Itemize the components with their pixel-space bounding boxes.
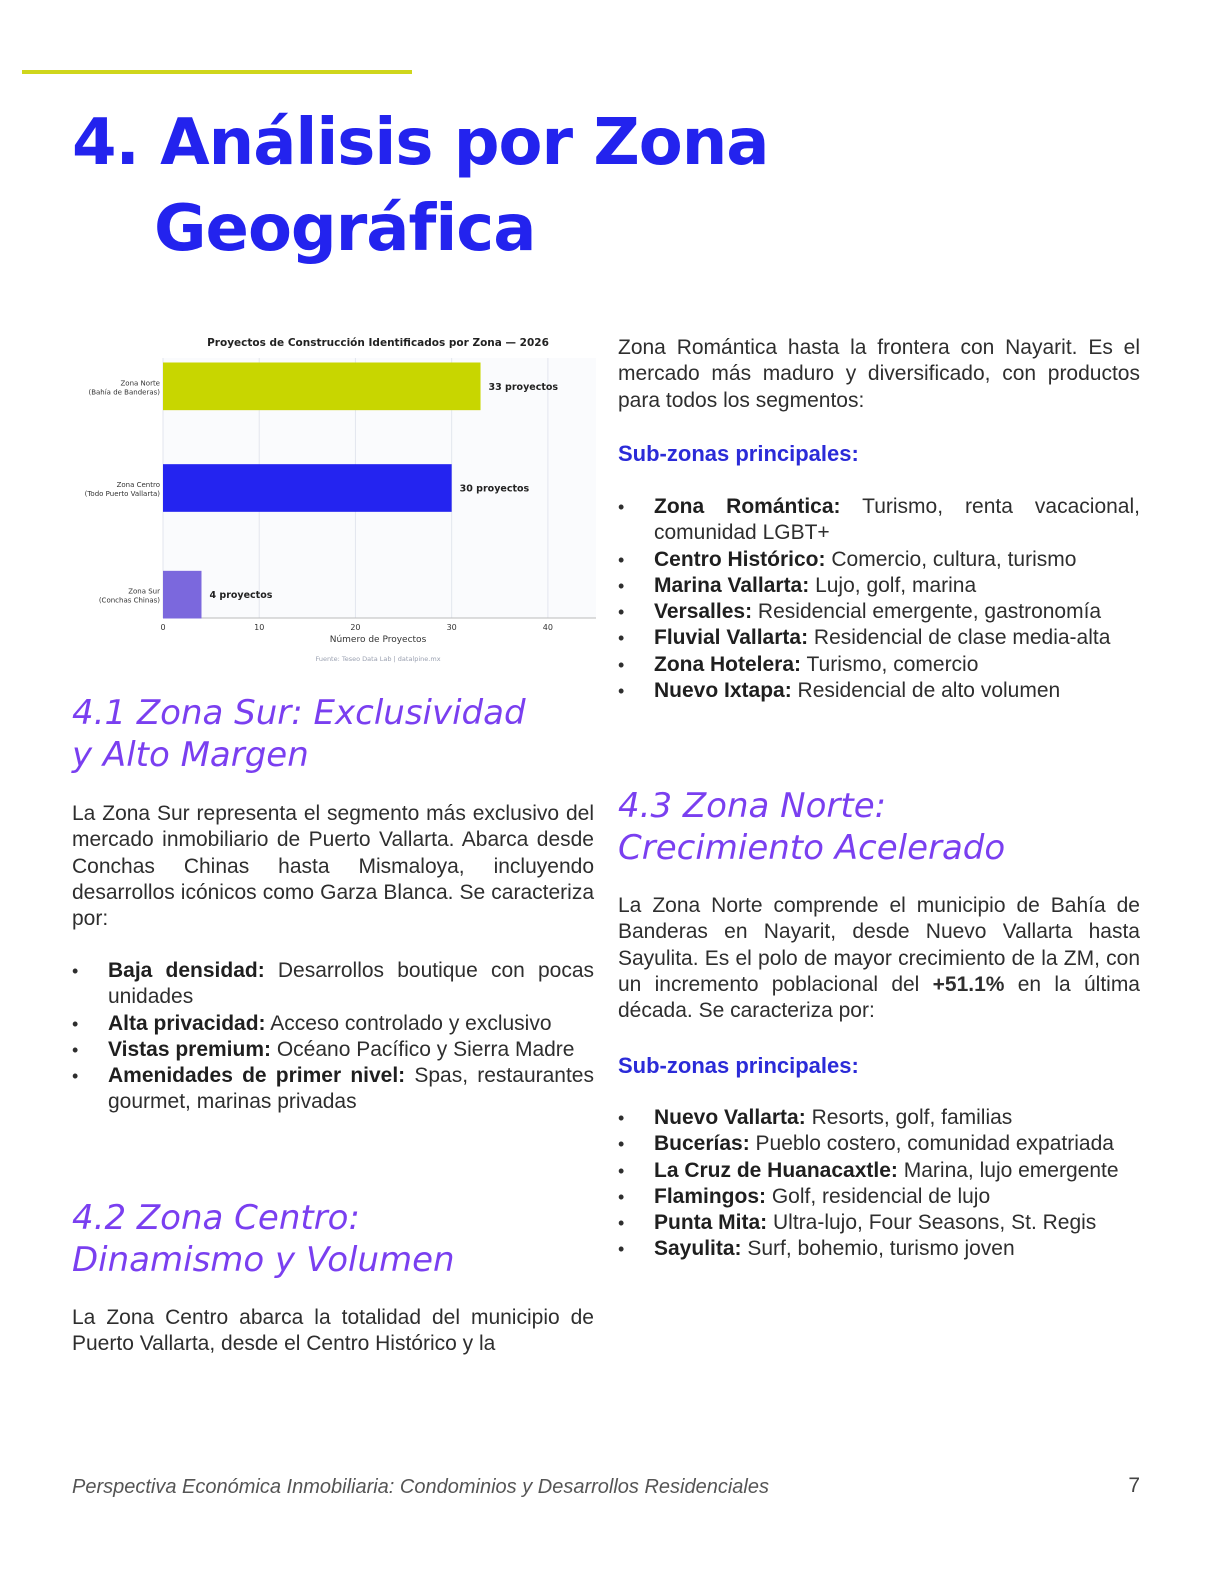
bullet-item <box>618 678 1140 704</box>
bullet-dot: • <box>618 654 625 675</box>
bullet-item <box>618 1131 1140 1157</box>
bullet-text: Surf, bohemio, turismo joven <box>741 1237 1015 1261</box>
bullet-term: La Cruz de Huanacaxtle: <box>654 1158 898 1182</box>
bullet-term: Versalles: <box>654 600 753 624</box>
bullet-text: Resorts, golf, familias <box>805 1106 1013 1129</box>
bullet-item <box>72 1037 594 1063</box>
bullet-term: Nuevo Vallarta: <box>654 1106 806 1129</box>
chart-category-sublabel: (Todo Puerto Vallarta) <box>84 490 160 498</box>
section-4-3-heading-line2: Crecimiento Acelerado <box>618 828 1006 868</box>
bullet-item <box>618 1184 1140 1210</box>
chart-x-tick-label: 20 <box>350 623 361 632</box>
bullet-item <box>618 494 1140 547</box>
bullet-item <box>618 625 1140 651</box>
chart-bar <box>163 464 452 512</box>
bullet-text: Ultra-lujo, Four Seasons, St. Regis <box>767 1211 1097 1235</box>
bullet-text: Comercio, cultura, turismo <box>825 547 1077 571</box>
section-4-3-intro-b: en la última década. Se caracteriza por: <box>618 972 1140 1023</box>
section-4-3-intro-a: La Zona Norte comprende el municipio de Bahía de Banderas en Nayarit, desde Nuevo Vallarta hasta Sayulita. Es el polo de mayor crecimiento de la ZM, con un incremento poblacional del <box>618 894 1140 996</box>
chart-category-sublabel: (Bahía de Banderas) <box>88 388 160 397</box>
chart-x-tick-label: 40 <box>542 623 553 632</box>
bullet-item <box>618 547 1140 573</box>
page-title-line2: Geográfica <box>154 192 536 266</box>
chart-bar-value-label: 4 proyectos <box>209 590 273 602</box>
bullet-item <box>618 1158 1140 1184</box>
section-4-2-heading <box>72 1197 594 1281</box>
section-4-1-intro: La Zona Sur representa el segmento más exclusivo del mercado inmobiliario de Puerto Vallarta. Abarca desde Conchas Chinas hasta Mismaloya, incluyendo desarrollos icónicos como Garza Blanca. Se caracteriza por: <box>72 802 594 931</box>
section-4-3-intro <box>618 893 1140 1024</box>
bullet-dot: • <box>72 1039 79 1060</box>
bullet-text: Turismo, renta vacacional, comunidad LGBT+ <box>654 495 1140 545</box>
bullet-item <box>618 652 1140 678</box>
section-4-2-bullets <box>618 494 1140 704</box>
chart-category-sublabel: (Conchas Chinas) <box>98 596 160 605</box>
bullet-item <box>618 1236 1140 1262</box>
population-growth-value: +51.1% <box>932 972 1005 996</box>
section-4-2-intro-start: La Zona Centro abarca la totalidad del municipio de Puerto Vallarta, desde el Centro Histórico y la <box>72 1306 594 1356</box>
bullet-dot: • <box>618 681 625 702</box>
bullet-text: Desarrollos boutique con pocas unidades <box>108 959 594 1009</box>
bullet-text: Residencial emergente, gastronomía <box>752 600 1102 624</box>
bullet-term: Flamingos: <box>654 1184 767 1208</box>
section-4-2-intro-continued: Zona Romántica hasta la frontera con Nayarit. Es el mercado más maduro y diversificado, con productos para todos los segmentos: <box>618 336 1140 412</box>
bullet-term: Baja densidad: <box>108 959 265 982</box>
bullet-text: Residencial de alto volumen <box>791 679 1061 703</box>
chart-x-tick-label: 0 <box>160 623 166 632</box>
bullet-dot: • <box>618 497 625 517</box>
page-title-line1: 4. Análisis por Zona <box>72 106 769 180</box>
accent-rule <box>22 70 412 74</box>
chart-svg <box>72 330 600 670</box>
chart-x-axis-label: Número de Proyectos <box>329 635 427 645</box>
page-number: 7 <box>1128 1474 1140 1497</box>
bullet-text: Acceso controlado y exclusivo <box>265 1011 552 1035</box>
bullet-text: Pueblo costero, comunidad expatriada <box>749 1132 1114 1156</box>
chart-category-label: Zona Centro <box>116 481 160 489</box>
section-4-1-bullets <box>72 958 594 1116</box>
bullet-dot: • <box>72 1013 79 1034</box>
chart-category-label: Zona Norte <box>120 379 160 388</box>
bullet-item <box>618 1210 1140 1236</box>
bullet-dot: • <box>618 1160 625 1181</box>
bullet-text: Residencial de clase media-alta <box>808 626 1111 650</box>
bullet-term: Vistas premium: <box>108 1037 272 1061</box>
section-4-2-heading-line2: Dinamismo y Volumen <box>72 1240 455 1280</box>
chart-bar <box>163 363 481 411</box>
bullet-item <box>72 1011 594 1037</box>
bullet-dot: • <box>618 1186 625 1207</box>
bullet-dot: • <box>618 628 625 649</box>
bullet-text: Lujo, golf, marina <box>809 573 977 597</box>
bullet-item <box>72 1063 594 1116</box>
section-4-2-subzones-heading: Sub-zonas principales: <box>618 441 859 466</box>
chart-bar <box>163 571 201 619</box>
bullet-dot: • <box>618 549 625 570</box>
chart-category-label: Zona Sur <box>128 587 160 596</box>
chart-bar-value-label: 33 proyectos <box>488 381 559 393</box>
section-4-3-heading-line1: 4.3 Zona Norte: <box>618 786 887 826</box>
bullet-dot: • <box>618 602 625 623</box>
section-4-2-heading-line1: 4.2 Zona Centro: <box>72 1198 360 1238</box>
bullet-item <box>618 573 1140 599</box>
bullet-term: Amenidades de primer nivel: <box>108 1064 406 1088</box>
bullet-term: Marina Vallarta: <box>654 573 810 597</box>
section-4-1-heading-line1: 4.1 Zona Sur: Exclusividad <box>72 693 526 733</box>
bullet-term: Nuevo Ixtapa: <box>654 679 792 703</box>
bullet-item <box>72 958 594 1011</box>
bullet-text: Turismo, comercio <box>801 652 979 676</box>
section-4-3-subzones-heading: Sub-zonas principales: <box>618 1053 859 1078</box>
chart-x-tick-label: 30 <box>446 623 457 632</box>
page-title <box>72 100 972 272</box>
section-4-1-heading <box>72 692 594 776</box>
bullet-text: Marina, lujo emergente <box>897 1158 1119 1182</box>
bullet-dot: • <box>618 1239 625 1260</box>
chart-title: Proyectos de Construcción Identificados por Zona — 2026 <box>207 337 549 349</box>
chart-source: Fuente: Teseo Data Lab | datalpine.mx <box>315 655 441 663</box>
bullet-dot: • <box>72 961 79 981</box>
bullet-term: Punta Mita: <box>654 1211 768 1235</box>
chart-bar-value-label: 30 proyectos <box>459 483 530 495</box>
bullet-item <box>618 1105 1140 1131</box>
bullet-text: Océano Pacífico y Sierra Madre <box>271 1037 575 1061</box>
section-4-3-bullets <box>618 1105 1140 1263</box>
zone-projects-chart <box>72 330 600 670</box>
bullet-text: Spas, restaurantes gourmet, marinas privadas <box>108 1064 594 1114</box>
bullet-dot: • <box>72 1066 79 1087</box>
bullet-item <box>618 599 1140 625</box>
bullet-term: Sayulita: <box>654 1237 742 1261</box>
bullet-text: Golf, residencial de lujo <box>766 1184 991 1208</box>
bullet-term: Bucerías: <box>654 1132 750 1156</box>
bullet-term: Alta privacidad: <box>108 1011 266 1035</box>
bullet-dot: • <box>618 1108 625 1128</box>
bullet-dot: • <box>618 1134 625 1155</box>
section-4-3-heading <box>618 785 1140 869</box>
footer-document-title: Perspectiva Económica Inmobiliaria: Condominios y Desarrollos Residenciales <box>72 1476 769 1498</box>
bullet-dot: • <box>618 575 625 596</box>
bullet-term: Centro Histórico: <box>654 547 826 571</box>
bullet-dot: • <box>618 1213 625 1234</box>
bullet-term: Zona Romántica: <box>654 495 841 518</box>
chart-x-tick-label: 10 <box>254 623 265 632</box>
bullet-term: Fluvial Vallarta: <box>654 626 809 650</box>
section-4-1-heading-line2: y Alto Margen <box>72 735 309 775</box>
bullet-term: Zona Hotelera: <box>654 652 802 676</box>
